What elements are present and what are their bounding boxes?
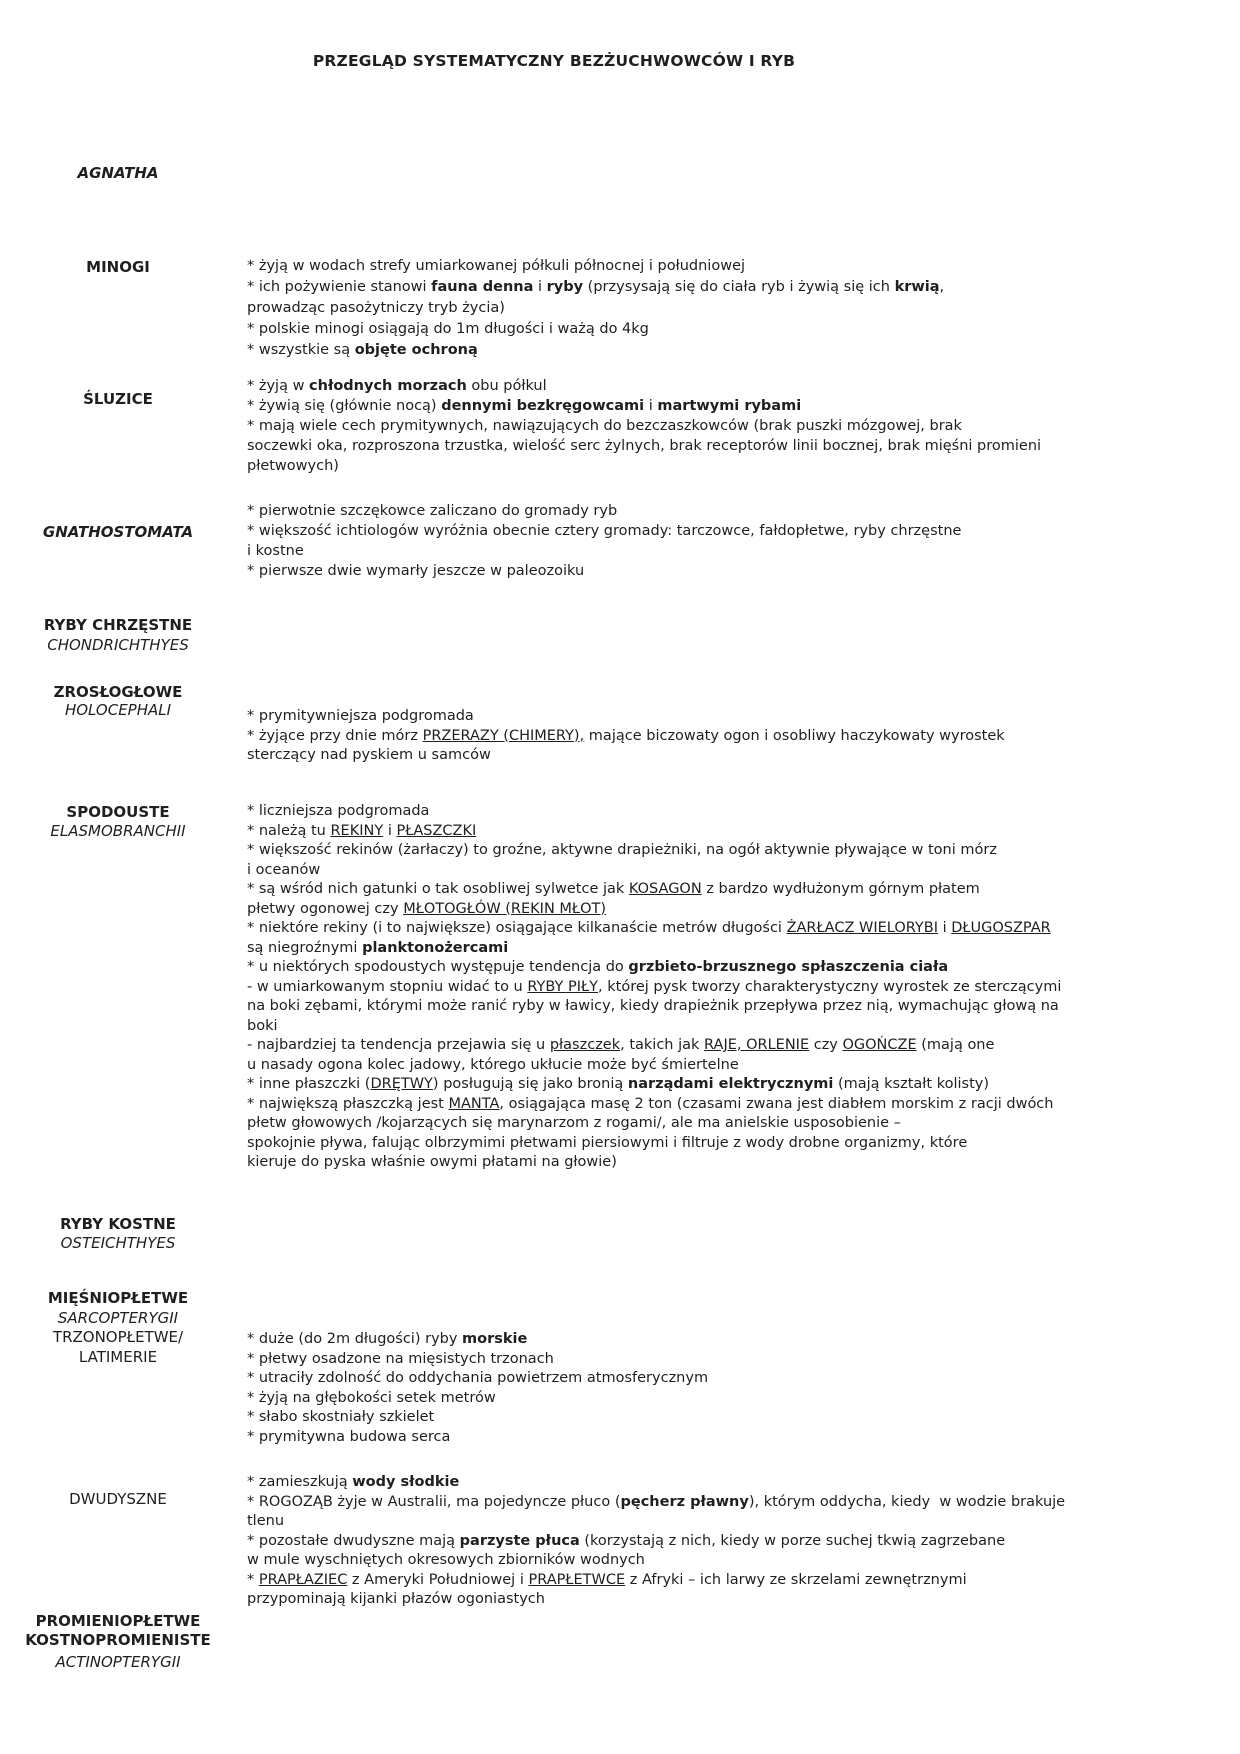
section-label-agnatha: AGNATHA: [77, 164, 159, 182]
text-line: kieruje do pyska właśnie owymi płatami na głowie): [247, 1154, 617, 1170]
section-label-minogi: MINOGI: [86, 258, 150, 276]
text-line: * są wśród nich gatunki o tak osobliwej sylwetce jak KOSAGON z bardzo wydłużonym górnym płatem: [247, 881, 980, 897]
text-line: * ich pożywienie stanowi fauna denna i ryby (przysysają się do ciała ryb i żywią się ich krwią,: [247, 279, 945, 295]
text-line: * większość ichtiologów wyróżnia obecnie cztery gromady: tarczowce, fałdopłetwe, ryby chrzęstne: [247, 523, 962, 539]
text-line: sterczący nad pyskiem u samców: [247, 747, 491, 763]
text-line: i oceanów: [247, 861, 321, 878]
text-line: * niektóre rekiny (i to największe) osiągające kilkanaście metrów długości ŻARŁACZ WIELORYBI i DŁUGOSZPAR: [247, 920, 1051, 936]
section-label-osteichthyes: OSTEICHTHYES: [60, 1234, 176, 1252]
section-label-sluzice: ŚLUZICE: [83, 390, 153, 408]
text-line: * pierwsze dwie wymarły jeszcze w paleozoiku: [247, 563, 585, 579]
text-line: soczewki oka, rozproszona trzustka, wielość serc żylnych, brak receptorów linii bocznej, brak mięśni promieni: [247, 438, 1042, 454]
text-line: * żyją w wodach strefy umiarkowanej półkuli północnej i południowej: [247, 258, 746, 274]
text-line: * liczniejsza podgromada: [247, 803, 430, 819]
text-line: * żyją na głębokości setek metrów: [247, 1389, 496, 1406]
section-text-sluzice: [247, 376, 1041, 476]
page-title: PRZEGLĄD SYSTEMATYCZNY BEZŻUCHWOWCÓW I RYB: [312, 52, 796, 70]
text-line: * PRAPŁAZIEC z Ameryki Południowej i PRAPŁETWCE z Afryki – ich larwy ze skrzelami zewnętrznymi: [247, 1571, 967, 1588]
text-line: na boki zębami, którymi może ranić ryby w ławicy, kiedy drapieżnik przepływa przez nią, wymachując głową na: [247, 998, 1059, 1014]
text-line: * duże (do 2m długości) ryby morskie: [247, 1331, 528, 1347]
text-line: * prymitywna budowa serca: [247, 1428, 451, 1445]
section-label-zrosloglowe: ZROSŁOGŁOWE: [53, 683, 183, 701]
text-line: * ROGOZĄB żyje w Australii, ma pojedyncze płuco (pęcherz pławny), którym oddycha, kiedy w wodzie brakuje: [247, 1493, 1066, 1510]
text-line: u nasady ogona kolec jadowy, którego ukłucie może być śmiertelne: [247, 1056, 739, 1073]
section-label-elasmobranchii: ELASMOBRANCHII: [50, 822, 186, 840]
section-label-sarcopterygii: SARCOPTERYGII: [57, 1309, 179, 1327]
text-line: * pozostałe dwudyszne mają parzyste płuca (korzystają z nich, kiedy w porze suchej tkwią zagrzebane: [247, 1532, 1006, 1549]
text-line: * słabo skostniały szkielet: [247, 1409, 435, 1425]
text-line: * żyjące przy dnie mórz PRZERAZY (CHIMERY), mające biczowaty ogon i osobliwy haczykowaty wyrostek: [247, 727, 1005, 744]
text-line: * zamieszkują wody słodkie: [247, 1474, 460, 1490]
text-line: płetwowych): [247, 458, 339, 474]
text-line: - najbardziej ta tendencja przejawia się u płaszczek, takich jak RAJE, ORLENIE czy OGOŃCZE (mają one: [247, 1037, 995, 1053]
text-line: * należą tu REKINY i PŁASZCZKI: [247, 822, 477, 839]
section-label-dwudyszne: DWUDYSZNE: [69, 1490, 167, 1508]
text-line: w mule wyschniętych okresowych zbiorników wodnych: [247, 1552, 645, 1568]
section-label-miesnioplotwe: MIĘŚNIOPŁETWE: [47, 1289, 189, 1307]
text-line: * mają wiele cech prymitywnych, nawiązujących do bezczaszkowców (brak puszki mózgowej, brak: [247, 418, 962, 434]
section-text-gnathostomata: [247, 501, 961, 581]
section-label-spodouste: SPODOUSTE: [66, 803, 170, 821]
section-label-kostnopromieniste: KOSTNOPROMIENISTE: [25, 1631, 211, 1649]
text-line: * największą płaszczką jest MANTA, osiągająca masę 2 ton (czasami zwana jest diabłem morskim z racji dwóch: [247, 1095, 1054, 1112]
section-label-trzonoplotwe: TRZONOPŁETWE/: [52, 1328, 184, 1346]
text-line: tlenu: [247, 1513, 285, 1529]
section-label-latimerie: LATIMERIE: [78, 1348, 158, 1366]
section-label-gnathostomata: GNATHOSTOMATA: [42, 523, 194, 541]
text-line: * utraciły zdolność do oddychania powietrzem atmosferycznym: [247, 1370, 709, 1386]
text-line: * żyją w chłodnych morzach obu półkul: [247, 378, 547, 394]
text-line: przypominają kijanki płazów ogoniastych: [247, 1591, 545, 1607]
text-line: płetw głowowych /kojarzących się marynarzom z rogami/, ale ma anielskie usposobienie –: [247, 1115, 901, 1131]
section-text-minogi: [247, 256, 944, 361]
section-label-promienioplotwe: PROMIENIOPŁETWE: [35, 1612, 201, 1630]
section-label-holocephali: HOLOCEPHALI: [64, 701, 172, 719]
section-text-latimerie: [247, 1330, 708, 1447]
text-line: * polskie minogi osiągają do 1m długości i ważą do 4kg: [247, 321, 649, 337]
text-line: - w umiarkowanym stopniu widać to u RYBY PIŁY, której pysk tworzy charakterystyczny wyrostek ze sterczącymi: [247, 978, 1062, 995]
text-line: * u niektórych spodoustych występuje tendencja do grzbieto-brzusznego spłaszczenia ciała: [247, 959, 949, 975]
text-line: boki: [247, 1017, 278, 1034]
text-line: * większość rekinów (żarłaczy) to groźne, aktywne drapieżniki, na ogół aktywnie pływające w toni mórz: [247, 842, 997, 858]
text-line: płetwy ogonowej czy MŁOTOGŁÓW (REKIN MŁOT): [247, 900, 606, 917]
section-label-actinopterygii: ACTINOPTERYGII: [55, 1653, 181, 1671]
section-label-ryby-chrzestne: RYBY CHRZĘSTNE: [43, 616, 193, 634]
text-line: są niegroźnymi planktonożercami: [247, 939, 509, 956]
section-text-holocephali: [247, 707, 1005, 766]
text-line: * inne płaszczki (DRĘTWY) posługują się jako bronią narządami elektrycznymi (mają kształt kolisty): [247, 1076, 989, 1092]
text-line: prowadząc pasożytniczy tryb życia): [247, 300, 505, 316]
section-text-dwudyszne: [247, 1473, 1065, 1610]
text-line: * płetwy osadzone na mięsistych trzonach: [247, 1350, 554, 1367]
section-text-elasmobranchii: [247, 802, 1061, 1173]
text-line: * pierwotnie szczękowce zaliczano do gromady ryb: [247, 503, 618, 519]
text-line: * prymitywniejsza podgromada: [247, 708, 474, 724]
text-line: * wszystkie są objęte ochroną: [247, 342, 478, 358]
text-line: i kostne: [247, 543, 304, 559]
text-line: spokojnie pływa, falując olbrzymimi płetwami piersiowymi i filtruje z wody drobne organizmy, które: [247, 1134, 968, 1151]
text-line: * żywią się (głównie nocą) dennymi bezkręgowcami i martwymi rybami: [247, 398, 802, 414]
section-label-chondrichthyes: CHONDRICHTHYES: [47, 636, 189, 654]
section-label-ryby-kostne: RYBY KOSTNE: [60, 1215, 176, 1233]
